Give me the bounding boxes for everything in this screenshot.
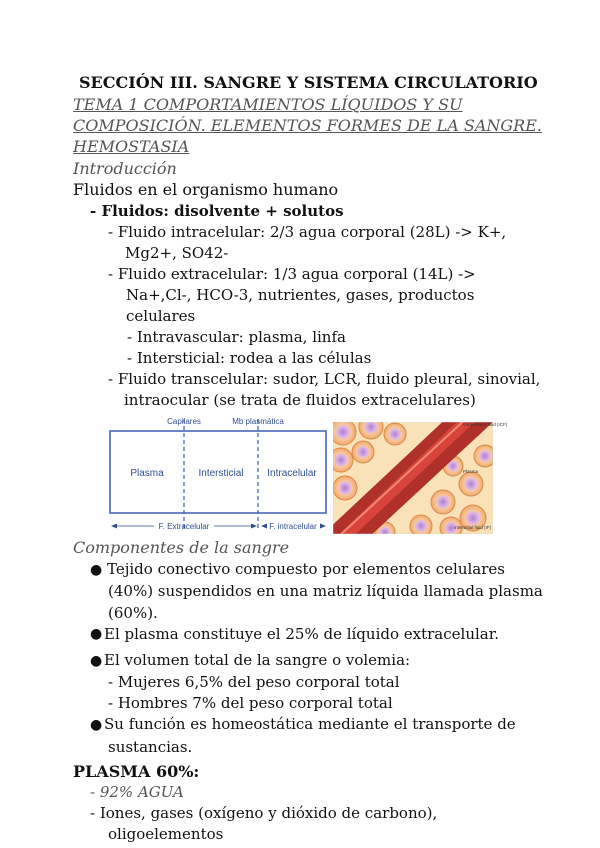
topic-title-line-3: HEMOSTASIA xyxy=(73,137,190,156)
fluid-compartments-diagram xyxy=(108,413,330,535)
fluids-definition: - Fluidos: disolvente + solutos xyxy=(90,202,344,220)
icf-label: Intracellular fluid (ICF) xyxy=(463,422,508,427)
interstitial-box-label: Intersticial xyxy=(198,468,244,479)
extracellular-line-2: Na+,Cl-, HCO-3, nutrientes, gases, productos xyxy=(126,286,475,304)
tissue-illustration xyxy=(333,422,493,534)
topic-title-line-2: COMPOSICIÓN. ELEMENTOS FORMES DE LA SANGRE. xyxy=(73,116,542,135)
f-extracellular-label: F. Extracelular xyxy=(158,522,210,531)
interstitial-line: - Intersticial: rodea a las células xyxy=(127,349,372,367)
intracellular-arrowhead-left xyxy=(261,524,267,529)
volume-men: - Hombres 7% del peso corporal total xyxy=(108,694,393,712)
plasma-ions-line-2: oligoelementos xyxy=(108,825,224,843)
f-intracellular-label: F. intracelular xyxy=(269,522,317,531)
plasma-ions-line-1: - Iones, gases (oxígeno y dióxido de carbono), xyxy=(90,804,438,822)
bullet-icon: ● xyxy=(90,626,103,642)
components-bullet-2: El plasma constituye el 25% de líquido extracelular. xyxy=(104,625,500,643)
plasma-heading: PLASMA 60%: xyxy=(73,762,200,781)
plasma-water: - 92% AGUA xyxy=(90,783,184,801)
if-label: Interstitial fluid (IF) xyxy=(454,525,492,530)
components-bullet-3: El volumen total de la sangre o volemia: xyxy=(104,651,411,669)
transcellular-line-1: - Fluido transcelular: sudor, LCR, fluido pleural, sinovial, xyxy=(108,370,541,388)
extracellular-line-3: celulares xyxy=(126,307,196,325)
intracellular-arrowhead-right xyxy=(320,524,326,529)
intracellular-line-2: Mg2+, SO42- xyxy=(125,244,229,262)
membrane-label: Mb plasmática xyxy=(232,417,284,426)
components-bullet-1-line-2: (40%) suspendidos en una matriz líquida llamada plasma xyxy=(108,582,543,600)
section-title: SECCIÓN III. SANGRE Y SISTEMA CIRCULATORIO xyxy=(79,73,538,92)
intro-heading: Introducción xyxy=(73,159,177,178)
extracellular-arrowhead-left xyxy=(111,524,117,529)
capillaries-label: Capilares xyxy=(167,417,201,426)
components-bullet-1-line-1: Tejido conectivo compuesto por elementos celulares xyxy=(107,560,505,578)
topic-title-line-1: TEMA 1 COMPORTAMIENTOS LÍQUIDOS Y SU xyxy=(73,95,463,114)
extracellular-line-1: - Fluido extracelular: 1/3 agua corporal (14L) -> xyxy=(108,265,476,283)
intracellular-line-1: - Fluido intracelular: 2/3 agua corporal (28L) -> K+, xyxy=(108,223,507,241)
bullet-icon: ● xyxy=(90,717,103,733)
intracellular-box-label: Intracelular xyxy=(267,468,317,479)
transcellular-line-2: intraocular (se trata de fluidos extracelulares) xyxy=(124,391,476,409)
plasma-micro-label: Plasma xyxy=(463,469,479,474)
components-heading: Componentes de la sangre xyxy=(73,538,290,557)
fluids-title: Fluidos en el organismo humano xyxy=(73,180,339,199)
bullet-icon: ● xyxy=(90,562,103,578)
volume-women: - Mujeres 6,5% del peso corporal total xyxy=(108,673,400,691)
bullet-icon: ● xyxy=(90,653,103,669)
components-bullet-1-line-3: (60%). xyxy=(108,604,158,622)
components-bullet-4-line-2: sustancias. xyxy=(108,738,193,756)
extracellular-arrowhead-right xyxy=(251,524,257,529)
plasma-box-label: Plasma xyxy=(130,468,164,479)
components-bullet-4-line-1: Su función es homeostática mediante el transporte de xyxy=(104,715,516,733)
intravascular-line: - Intravascular: plasma, linfa xyxy=(127,328,346,346)
